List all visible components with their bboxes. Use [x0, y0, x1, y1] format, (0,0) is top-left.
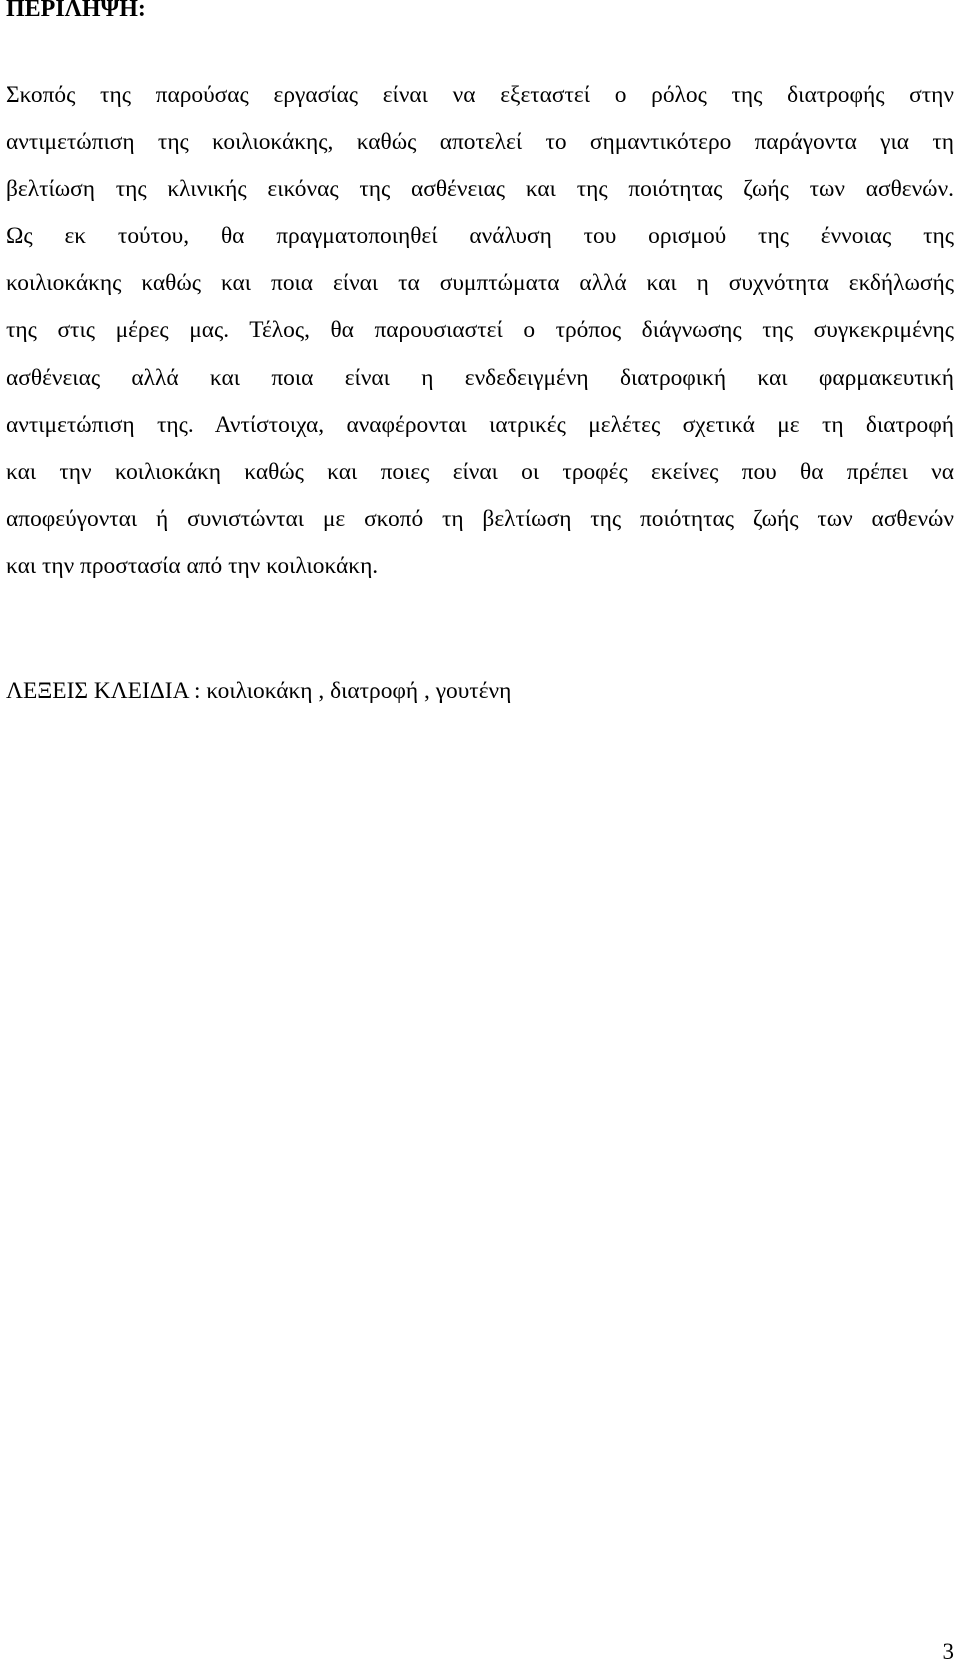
abstract-line: Σκοπός της παρούσας εργασίας είναι να εξεταστεί ο ρόλος της διατροφής στην — [6, 82, 954, 108]
abstract-line: αντιμετώπιση της κοιλιοκάκης, καθώς αποτελεί το σημαντικότερο παράγοντα για τη — [6, 129, 954, 156]
abstract-line: Ως εκ τούτου, θα πραγματοποιηθεί ανάλυση του ορισμού της έννοιας της — [6, 223, 954, 250]
abstract-line: κοιλιοκάκης καθώς και ποια είναι τα συμπτώματα αλλά και η συχνότητα εκδήλωσής — [6, 270, 954, 297]
abstract-body — [6, 72, 954, 590]
keywords-line: ΛΕΞΕΙΣ ΚΛΕΙΔΙΑ : κοιλιοκάκη , διατροφή , γουτένη — [6, 678, 512, 704]
abstract-line: και την κοιλιοκάκη καθώς και ποιες είναι οι τροφές εκείνες που θα πρέπει να — [6, 458, 954, 485]
abstract-heading: ΠΕΡΙΛΗΨΗ: — [6, 0, 146, 22]
abstract-line: αποφεύγονται ή συνιστώνται με σκοπό τη βελτίωση της ποιότητας ζωής των ασθενών — [6, 505, 954, 532]
abstract-line: αντιμετώπιση της. Αντίστοιχα, αναφέρονται ιατρικές μελέτες σχετικά με τη διατροφή — [6, 411, 954, 438]
abstract-line: ασθένειας αλλά και ποια είναι η ενδεδειγμένη διατροφική και φαρμακευτική — [6, 364, 954, 391]
abstract-line: βελτίωση της κλινικής εικόνας της ασθένειας και της ποιότητας ζωής των ασθενών. — [6, 176, 954, 203]
page-number: 3 — [942, 1639, 954, 1664]
abstract-line: και την προστασία από την κοιλιοκάκη. — [6, 552, 379, 579]
abstract-line: της στις μέρες μας. Τέλος, θα παρουσιαστεί ο τρόπος διάγνωσης της συγκεκριμένης — [6, 317, 954, 344]
